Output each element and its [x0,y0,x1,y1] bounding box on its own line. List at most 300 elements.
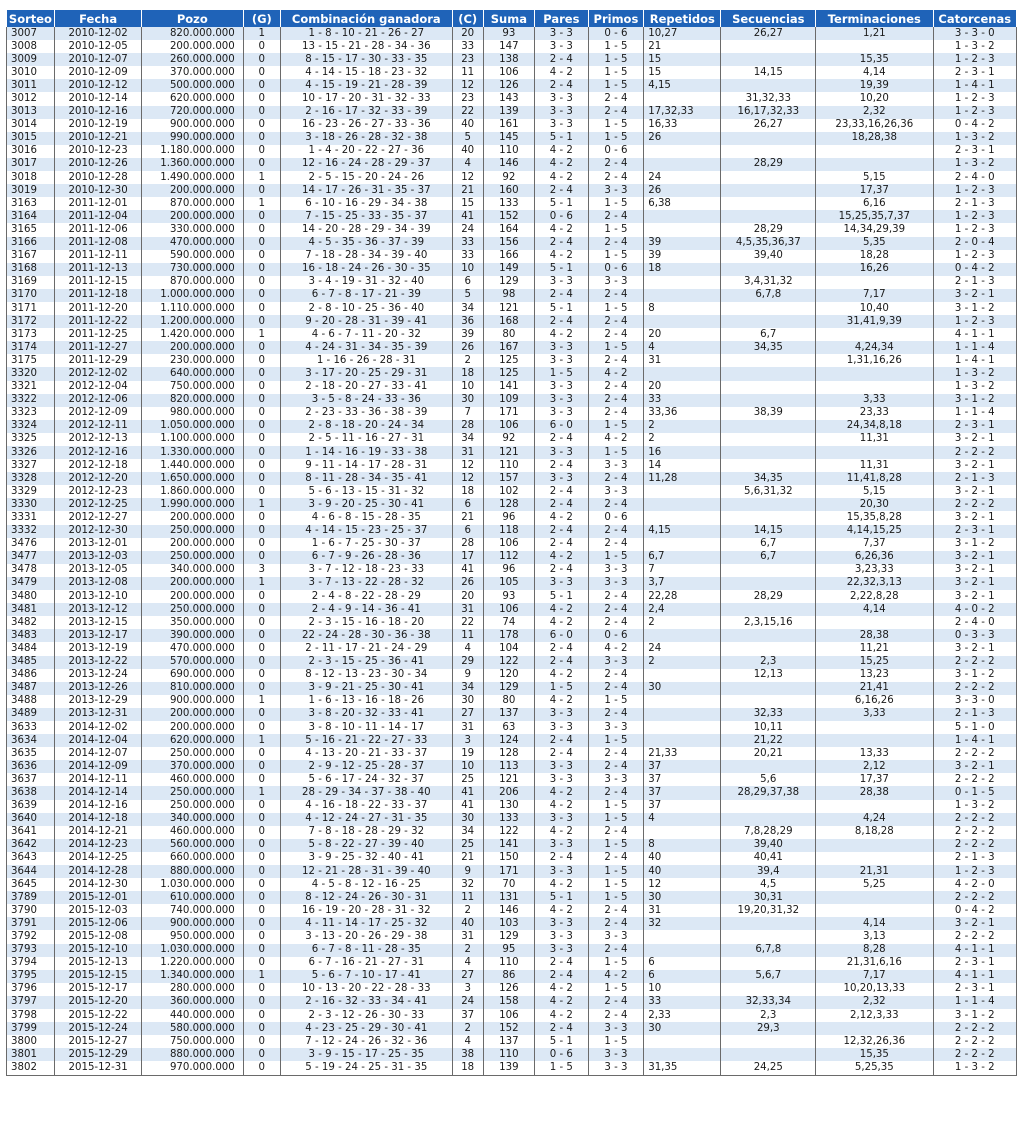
repetidos-cell: 2 [644,656,721,669]
repetidos-cell: 21 [644,40,721,53]
catorcenas-cell: 3 - 2 - 1 [933,485,1017,498]
sorteo-cell: 3164 [7,210,55,223]
pares-cell: 3 - 3 [535,40,589,53]
terminaciones-cell: 1,31,16,26 [816,354,933,367]
terminaciones-cell: 8,18,28 [816,826,933,839]
secuencias-cell: 20,21 [721,747,816,760]
pozo-cell: 200.000.000 [141,341,243,354]
pozo-cell: 370.000.000 [141,66,243,79]
sorteo-cell: 3795 [7,970,55,983]
secuencias-cell [721,446,816,459]
suma-cell: 133 [483,813,534,826]
repetidos-cell: 10 [644,983,721,996]
ganadores-cell: 0 [243,132,280,145]
catorcenas-cell: 3 - 2 - 1 [933,917,1017,930]
fecha-cell: 2013-12-03 [55,551,141,564]
secuencias-cell [721,197,816,210]
combinacion-cell: 2 - 23 - 33 - 36 - 38 - 39 [280,407,452,420]
suma-cell: 128 [483,747,534,760]
table-row [7,328,1017,341]
comodin-cell: 25 [452,773,483,786]
repetidos-cell: 8 [644,302,721,315]
comodin-cell: 31 [452,603,483,616]
sorteo-cell: 3332 [7,525,55,538]
pozo-cell: 250.000.000 [141,786,243,799]
terminaciones-cell [816,852,933,865]
table-row [7,132,1017,145]
catorcenas-cell: 3 - 2 - 1 [933,564,1017,577]
table-row [7,250,1017,263]
fecha-cell: 2011-12-22 [55,315,141,328]
repetidos-cell: 15 [644,66,721,79]
combinacion-cell: 9 - 20 - 28 - 31 - 39 - 41 [280,315,452,328]
table-row [7,263,1017,276]
pares-cell: 2 - 4 [535,289,589,302]
fecha-cell: 2015-12-03 [55,904,141,917]
comodin-cell: 34 [452,826,483,839]
comodin-cell: 31 [452,930,483,943]
sorteo-cell: 3173 [7,328,55,341]
table-row [7,551,1017,564]
ganadores-cell: 0 [243,66,280,79]
combinacion-cell: 3 - 18 - 26 - 28 - 32 - 38 [280,132,452,145]
secuencias-cell: 4,5 [721,878,816,891]
fecha-cell: 2013-12-15 [55,616,141,629]
ganadores-cell: 0 [243,551,280,564]
header-row [7,10,1017,27]
sorteo-cell: 3636 [7,760,55,773]
terminaciones-cell: 2,12 [816,760,933,773]
ganadores-cell: 0 [243,250,280,263]
header-primos[interactable]: Primos [588,10,644,27]
table-row [7,891,1017,904]
table-row [7,79,1017,92]
suma-cell: 106 [483,1009,534,1022]
repetidos-cell [644,695,721,708]
terminaciones-cell: 5,15 [816,171,933,184]
terminaciones-cell: 7,17 [816,289,933,302]
comodin-cell: 22 [452,106,483,119]
pozo-cell: 880.000.000 [141,865,243,878]
repetidos-cell: 37 [644,760,721,773]
combinacion-cell: 14 - 20 - 28 - 29 - 34 - 39 [280,223,452,236]
ganadores-cell: 0 [243,407,280,420]
primos-cell: 1 - 5 [588,891,644,904]
pozo-cell: 980.000.000 [141,407,243,420]
repetidos-cell: 6,38 [644,197,721,210]
pozo-cell: 1.490.000.000 [141,171,243,184]
terminaciones-cell: 2,32 [816,106,933,119]
secuencias-cell [721,642,816,655]
suma-cell: 129 [483,682,534,695]
fecha-cell: 2014-12-14 [55,786,141,799]
suma-cell: 150 [483,852,534,865]
primos-cell: 2 - 4 [588,538,644,551]
primos-cell: 1 - 5 [588,119,644,132]
pozo-cell: 200.000.000 [141,577,243,590]
comodin-cell: 41 [452,786,483,799]
secuencias-cell [721,459,816,472]
fecha-cell: 2012-12-11 [55,420,141,433]
repetidos-cell: 40 [644,852,721,865]
pozo-cell: 340.000.000 [141,564,243,577]
pares-cell: 5 - 1 [535,197,589,210]
primos-cell: 2 - 4 [588,904,644,917]
fecha-cell: 2013-12-12 [55,603,141,616]
primos-cell: 2 - 4 [588,498,644,511]
comodin-cell: 12 [452,459,483,472]
fecha-cell: 2015-12-01 [55,891,141,904]
ganadores-cell: 0 [243,119,280,132]
header-ganadores[interactable]: (G) [243,10,280,27]
combinacion-cell: 3 - 7 - 12 - 18 - 23 - 33 [280,564,452,577]
fecha-cell: 2011-12-04 [55,210,141,223]
ganadores-cell: 1 [243,786,280,799]
sorteo-cell: 3169 [7,276,55,289]
terminaciones-cell: 13,23 [816,669,933,682]
table-row [7,1022,1017,1035]
sorteo-cell: 3008 [7,40,55,53]
combinacion-cell: 4 - 6 - 8 - 15 - 28 - 35 [280,511,452,524]
combinacion-cell: 4 - 6 - 7 - 11 - 20 - 32 [280,328,452,341]
header-sorteo[interactable]: Sorteo [7,10,55,27]
header-pares[interactable]: Pares [535,10,589,27]
primos-cell: 3 - 3 [588,721,644,734]
header-suma[interactable]: Suma [483,10,534,27]
comodin-cell: 24 [452,223,483,236]
pares-cell: 3 - 3 [535,865,589,878]
suma-cell: 105 [483,577,534,590]
sorteo-cell: 3321 [7,381,55,394]
terminaciones-cell: 16,26 [816,263,933,276]
header-terminaciones[interactable]: Terminaciones [816,10,933,27]
ganadores-cell: 0 [243,904,280,917]
secuencias-cell: 34,35 [721,341,816,354]
fecha-cell: 2011-12-25 [55,328,141,341]
pares-cell: 4 - 2 [535,983,589,996]
primos-cell: 3 - 3 [588,1061,644,1075]
catorcenas-cell: 1 - 1 - 4 [933,341,1017,354]
comodin-cell: 10 [452,381,483,394]
sorteo-cell: 3488 [7,695,55,708]
secuencias-cell: 6,7,8 [721,289,816,302]
table-row [7,629,1017,642]
fecha-cell: 2015-12-06 [55,917,141,930]
pares-cell: 5 - 1 [535,302,589,315]
table-row [7,433,1017,446]
suma-cell: 156 [483,237,534,250]
sorteo-cell: 3484 [7,642,55,655]
comodin-cell: 28 [452,420,483,433]
repetidos-cell [644,289,721,302]
catorcenas-cell: 3 - 2 - 1 [933,642,1017,655]
fecha-cell: 2013-12-26 [55,682,141,695]
table-row [7,564,1017,577]
table-row [7,590,1017,603]
comodin-cell: 11 [452,66,483,79]
catorcenas-cell: 2 - 3 - 1 [933,983,1017,996]
comodin-cell: 36 [452,315,483,328]
pozo-cell: 340.000.000 [141,813,243,826]
suma-cell: 125 [483,354,534,367]
ganadores-cell: 0 [243,760,280,773]
pozo-cell: 1.420.000.000 [141,328,243,341]
primos-cell: 1 - 5 [588,878,644,891]
sorteo-cell: 3326 [7,446,55,459]
terminaciones-cell: 10,20 [816,92,933,105]
secuencias-cell [721,210,816,223]
comodin-cell: 11 [452,629,483,642]
secuencias-cell: 7,8,28,29 [721,826,816,839]
catorcenas-cell: 2 - 1 - 3 [933,472,1017,485]
terminaciones-cell: 3,33 [816,394,933,407]
terminaciones-cell: 15,25,35,7,37 [816,210,933,223]
catorcenas-cell: 3 - 2 - 1 [933,433,1017,446]
suma-cell: 131 [483,891,534,904]
terminaciones-cell: 4,14,15,25 [816,525,933,538]
table-row [7,577,1017,590]
table-row [7,878,1017,891]
repetidos-cell: 2 [644,616,721,629]
secuencias-cell: 2,3 [721,1009,816,1022]
pozo-cell: 1.200.000.000 [141,315,243,328]
table-row [7,289,1017,302]
suma-cell: 125 [483,367,534,380]
secuencias-cell: 14,15 [721,525,816,538]
table-row [7,669,1017,682]
pozo-cell: 260.000.000 [141,53,243,66]
table-row [7,930,1017,943]
comodin-cell: 26 [452,577,483,590]
sorteo-cell: 3168 [7,263,55,276]
combinacion-cell: 3 - 7 - 13 - 22 - 28 - 32 [280,577,452,590]
comodin-cell: 11 [452,891,483,904]
table-row [7,53,1017,66]
sorteo-cell: 3016 [7,145,55,158]
pozo-cell: 1.440.000.000 [141,459,243,472]
ganadores-cell: 1 [243,328,280,341]
catorcenas-cell: 5 - 1 - 0 [933,721,1017,734]
combinacion-cell: 4 - 5 - 35 - 36 - 37 - 39 [280,237,452,250]
secuencias-cell [721,511,816,524]
ganadores-cell: 0 [243,773,280,786]
combinacion-cell: 2 - 8 - 18 - 20 - 24 - 34 [280,420,452,433]
combinacion-cell: 1 - 14 - 16 - 19 - 33 - 38 [280,446,452,459]
repetidos-cell [644,158,721,171]
pozo-cell: 720.000.000 [141,106,243,119]
secuencias-cell: 24,25 [721,1061,816,1075]
secuencias-cell [721,171,816,184]
terminaciones-cell [816,734,933,747]
comodin-cell: 33 [452,40,483,53]
suma-cell: 96 [483,564,534,577]
pozo-cell: 900.000.000 [141,119,243,132]
catorcenas-cell: 2 - 2 - 2 [933,747,1017,760]
catorcenas-cell: 1 - 2 - 3 [933,210,1017,223]
sorteo-cell: 3328 [7,472,55,485]
comodin-cell: 21 [452,852,483,865]
suma-cell: 149 [483,263,534,276]
pozo-cell: 360.000.000 [141,996,243,1009]
catorcenas-cell: 3 - 2 - 1 [933,289,1017,302]
primos-cell: 0 - 6 [588,27,644,40]
secuencias-cell [721,577,816,590]
fecha-cell: 2015-12-22 [55,1009,141,1022]
catorcenas-cell: 2 - 1 - 3 [933,708,1017,721]
terminaciones-cell: 4,24,34 [816,341,933,354]
comodin-cell: 29 [452,656,483,669]
fecha-cell: 2010-12-12 [55,79,141,92]
comodin-cell: 40 [452,917,483,930]
terminaciones-cell: 20,30 [816,498,933,511]
table-row [7,237,1017,250]
pares-cell: 2 - 4 [535,734,589,747]
suma-cell: 166 [483,250,534,263]
primos-cell: 3 - 3 [588,459,644,472]
catorcenas-cell: 1 - 3 - 2 [933,40,1017,53]
repetidos-cell: 4 [644,813,721,826]
pares-cell: 4 - 2 [535,616,589,629]
header-combinacion[interactable]: Combinación ganadora [280,10,452,27]
secuencias-cell: 5,6 [721,773,816,786]
sorteo-cell: 3483 [7,629,55,642]
terminaciones-cell: 12,32,26,36 [816,1035,933,1048]
pares-cell: 3 - 3 [535,813,589,826]
ganadores-cell: 0 [243,747,280,760]
pares-cell: 4 - 2 [535,996,589,1009]
sorteo-cell: 3010 [7,66,55,79]
secuencias-cell [721,800,816,813]
primos-cell: 1 - 5 [588,79,644,92]
header-comodin[interactable]: (C) [452,10,483,27]
comodin-cell: 32 [452,878,483,891]
catorcenas-cell: 2 - 3 - 1 [933,145,1017,158]
terminaciones-cell: 11,31 [816,459,933,472]
catorcenas-cell: 1 - 2 - 3 [933,223,1017,236]
fecha-cell: 2010-12-21 [55,132,141,145]
pozo-cell: 570.000.000 [141,656,243,669]
table-row [7,904,1017,917]
comodin-cell: 27 [452,970,483,983]
fecha-cell: 2013-12-24 [55,669,141,682]
catorcenas-cell: 1 - 3 - 2 [933,132,1017,145]
header-pozo[interactable]: Pozo [141,10,243,27]
ganadores-cell: 0 [243,996,280,1009]
suma-cell: 130 [483,800,534,813]
header-catorcenas[interactable]: Catorcenas [933,10,1017,27]
suma-cell: 146 [483,158,534,171]
combinacion-cell: 1 - 4 - 20 - 22 - 27 - 36 [280,145,452,158]
combinacion-cell: 4 - 23 - 25 - 29 - 30 - 41 [280,1022,452,1035]
pozo-cell: 1.030.000.000 [141,878,243,891]
catorcenas-cell: 1 - 3 - 2 [933,367,1017,380]
fecha-cell: 2013-12-19 [55,642,141,655]
catorcenas-cell: 2 - 1 - 3 [933,197,1017,210]
header-fecha[interactable]: Fecha [55,10,141,27]
primos-cell: 2 - 4 [588,917,644,930]
pares-cell: 3 - 3 [535,944,589,957]
combinacion-cell: 8 - 11 - 28 - 34 - 35 - 41 [280,472,452,485]
suma-cell: 167 [483,341,534,354]
pozo-cell: 250.000.000 [141,747,243,760]
pares-cell: 2 - 4 [535,747,589,760]
secuencias-cell: 39,40 [721,839,816,852]
terminaciones-cell: 6,16 [816,197,933,210]
fecha-cell: 2014-12-02 [55,721,141,734]
primos-cell: 2 - 4 [588,603,644,616]
primos-cell: 2 - 4 [588,237,644,250]
pares-cell: 3 - 3 [535,721,589,734]
primos-cell: 1 - 5 [588,865,644,878]
combinacion-cell: 5 - 6 - 17 - 24 - 32 - 37 [280,773,452,786]
terminaciones-cell: 11,41,8,28 [816,472,933,485]
primos-cell: 2 - 4 [588,158,644,171]
pares-cell: 2 - 4 [535,1022,589,1035]
catorcenas-cell: 3 - 1 - 2 [933,669,1017,682]
primos-cell: 1 - 5 [588,839,644,852]
secuencias-cell [721,564,816,577]
secuencias-cell: 34,35 [721,472,816,485]
table-row [7,708,1017,721]
fecha-cell: 2015-12-24 [55,1022,141,1035]
header-secuencias[interactable]: Secuencias [721,10,816,27]
terminaciones-cell [816,446,933,459]
catorcenas-cell: 2 - 3 - 1 [933,957,1017,970]
secuencias-cell: 6,7,8 [721,944,816,957]
sorteo-cell: 3801 [7,1048,55,1061]
catorcenas-cell: 2 - 2 - 2 [933,682,1017,695]
pares-cell: 3 - 3 [535,446,589,459]
fecha-cell: 2015-12-17 [55,983,141,996]
combinacion-cell: 4 - 5 - 8 - 12 - 16 - 25 [280,878,452,891]
combinacion-cell: 3 - 17 - 20 - 25 - 29 - 31 [280,367,452,380]
comodin-cell: 9 [452,865,483,878]
repetidos-cell: 32 [644,917,721,930]
secuencias-cell [721,40,816,53]
combinacion-cell: 3 - 9 - 20 - 25 - 30 - 41 [280,498,452,511]
ganadores-cell: 1 [243,197,280,210]
primos-cell: 2 - 4 [588,590,644,603]
repetidos-cell [644,1035,721,1048]
table-row [7,813,1017,826]
pares-cell: 4 - 2 [535,551,589,564]
repetidos-cell: 6 [644,970,721,983]
fecha-cell: 2012-12-18 [55,459,141,472]
table-row [7,642,1017,655]
primos-cell: 1 - 5 [588,53,644,66]
comodin-cell: 10 [452,760,483,773]
comodin-cell: 24 [452,996,483,1009]
pares-cell: 5 - 1 [535,132,589,145]
pozo-cell: 280.000.000 [141,983,243,996]
pozo-cell: 200.000.000 [141,210,243,223]
combinacion-cell: 2 - 16 - 32 - 33 - 34 - 41 [280,996,452,1009]
comodin-cell: 21 [452,184,483,197]
terminaciones-cell [816,276,933,289]
repetidos-cell: 37 [644,786,721,799]
comodin-cell: 12 [452,79,483,92]
pozo-cell: 580.000.000 [141,1022,243,1035]
repetidos-cell: 18 [644,263,721,276]
ganadores-cell: 0 [243,145,280,158]
header-repetidos[interactable]: Repetidos [644,10,721,27]
fecha-cell: 2015-12-27 [55,1035,141,1048]
terminaciones-cell: 8,28 [816,944,933,957]
combinacion-cell: 6 - 7 - 8 - 17 - 21 - 39 [280,289,452,302]
pozo-cell: 370.000.000 [141,760,243,773]
table-row [7,485,1017,498]
sorteo-cell: 3482 [7,616,55,629]
